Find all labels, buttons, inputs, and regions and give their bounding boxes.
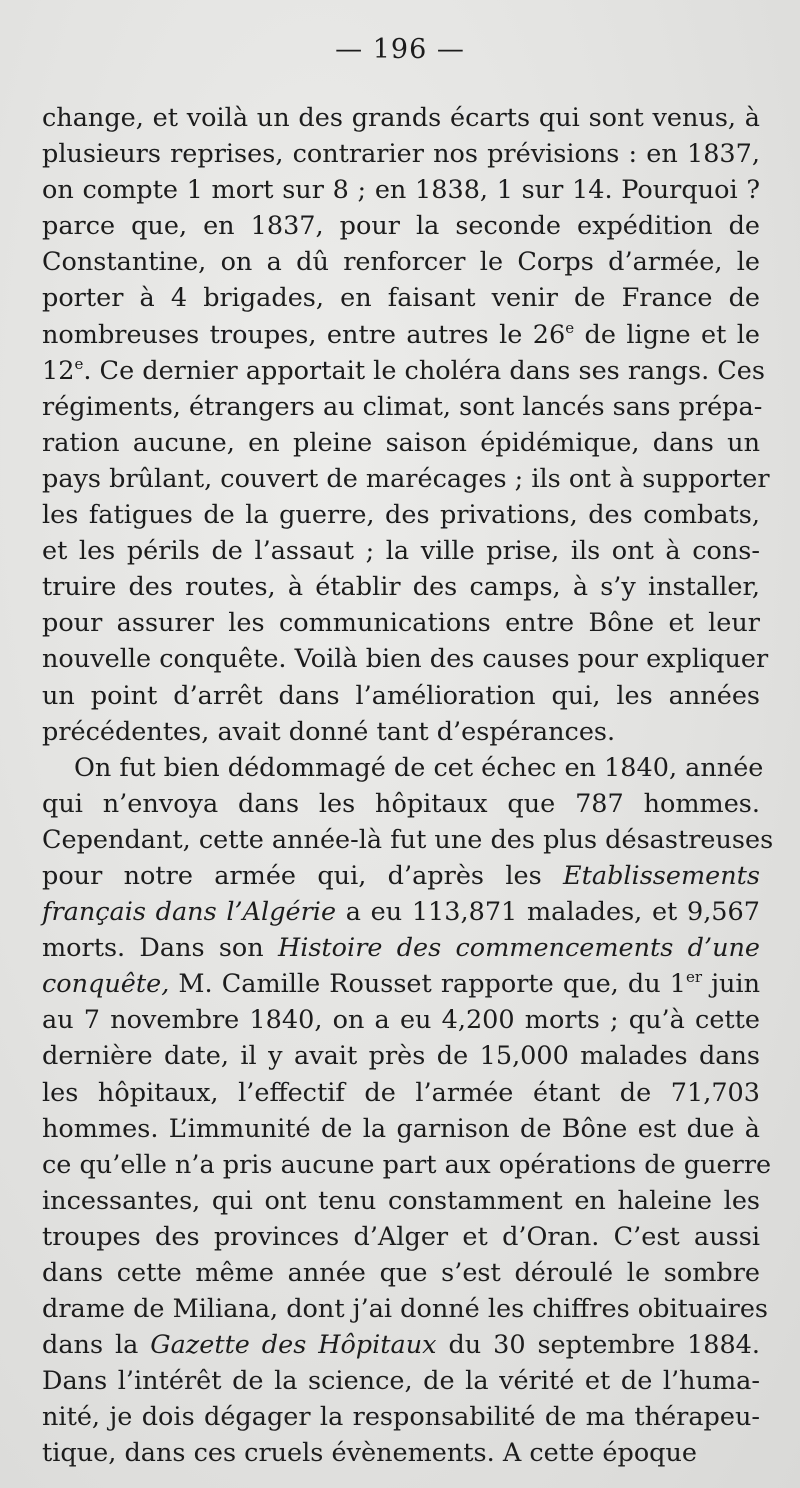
text-line	[42, 1147, 772, 1183]
superscript: e	[74, 354, 84, 373]
text-line	[42, 714, 760, 750]
text-line	[42, 1002, 760, 1038]
text-line	[42, 786, 760, 822]
text-line	[42, 244, 760, 280]
text-line	[42, 1327, 760, 1363]
text-segment: pour assurer les communications entre Bône et leur	[42, 608, 760, 639]
text-line	[42, 497, 760, 533]
text-segment: dans la	[42, 1330, 151, 1361]
text-segment: ce qu’elle n’a pris aucune part aux opérations de guerre	[42, 1149, 772, 1180]
text-line	[42, 425, 760, 461]
text-segment: Dans l’intérêt de la science, de la vérité et de l’huma-	[42, 1366, 760, 1397]
text-segment: parce que, en 1837, pour la seconde expédition de	[42, 211, 760, 242]
text-segment: et les périls de l’assaut ; la ville prise, ils ont à cons-	[42, 536, 760, 567]
text-segment: plusieurs reprises, contrarier nos prévisions : en 1837,	[42, 139, 760, 170]
text-line	[42, 1111, 760, 1147]
italic-text: Etablissements	[563, 860, 760, 891]
text-segment: drame de Miliana, dont j’ai donné les chiffres obituaires	[42, 1294, 768, 1325]
italic-text: Gazette des Hôpitaux	[150, 1330, 437, 1361]
text-line	[42, 1038, 760, 1074]
text-line	[42, 208, 760, 244]
text-line	[42, 172, 760, 208]
text-line	[42, 1183, 760, 1219]
text-segment: Constantine, on a dû renforcer le Corps d’armée, le	[42, 247, 760, 278]
text-line	[42, 1363, 760, 1399]
page-number: — 196 —	[335, 34, 465, 65]
text-line	[42, 136, 760, 172]
superscript: er	[685, 968, 702, 987]
text-line	[42, 750, 764, 786]
text-segment: M. Camille Rousset rapporte que, du 1	[169, 969, 686, 1000]
text-line	[42, 1399, 760, 1435]
text-segment: tique, dans ces cruels évènements. A cette époque	[42, 1438, 698, 1469]
text-segment: juin	[702, 969, 760, 1000]
text-segment: pour notre armée qui, d’après les	[42, 860, 563, 891]
text-line	[42, 533, 760, 569]
text-segment: régiments, étrangers au climat, sont lancés sans prépa-	[42, 391, 763, 422]
text-segment: au 7 novembre 1840, on a eu 4,200 morts ; qu’à cette	[42, 1005, 760, 1036]
italic-text: français dans l’Algérie	[42, 897, 337, 928]
text-line	[42, 569, 760, 605]
text-segment: Cependant, cette année-là fut une des plus désastreuses	[42, 824, 774, 855]
text-segment: les fatigues de la guerre, des privations, des combats,	[42, 500, 760, 531]
text-segment: troupes des provinces d’Alger et d’Oran. C’est aussi	[42, 1221, 760, 1252]
text-segment: hommes. L’immunité de la garnison de Bône est due à	[42, 1113, 760, 1144]
text-line	[42, 641, 769, 677]
text-segment: dans cette même année que s’est déroulé le sombre	[42, 1258, 760, 1288]
text-segment: nouvelle conquête. Voilà bien des causes pour expliquer	[42, 644, 769, 675]
text-line	[42, 1435, 760, 1471]
text-segment: incessantes, qui ont tenu constamment en haleine les	[42, 1185, 760, 1216]
text-segment: de ligne et le	[574, 319, 760, 350]
text-segment: truire des routes, à établir des camps, à s’y installer,	[42, 572, 760, 603]
text-line	[42, 1075, 760, 1111]
text-line	[42, 389, 763, 425]
text-segment: On fut bien dédommagé de cet échec en 1840, année	[74, 752, 764, 783]
text-segment: a eu 113,871 malades, et 9,567	[336, 897, 760, 928]
text-line	[42, 280, 760, 316]
text-line	[42, 930, 760, 966]
text-line	[42, 894, 760, 930]
text-segment: porter à 4 brigades, en faisant venir de France de	[42, 283, 760, 314]
italic-text: Histoire des commencements d’une	[277, 933, 761, 964]
text-line	[42, 678, 760, 714]
text-segment: les hôpitaux, l’effectif de l’armée étant de 71,703	[42, 1077, 760, 1108]
text-segment: dernière date, il y avait près de 15,000 malades dans	[42, 1041, 760, 1072]
text-line	[42, 822, 774, 858]
superscript: e	[565, 318, 575, 337]
text-segment: ration aucune, en pleine saison épidémique, dans un	[42, 427, 760, 458]
text-segment: du 30 septembre 1884.	[436, 1330, 760, 1361]
text-line	[42, 1291, 768, 1327]
text-segment: . Ce dernier apportait le choléra dans ses rangs. Ces	[83, 355, 765, 386]
text-line	[42, 317, 760, 353]
text-segment: nombreuses troupes, entre autres le 26	[42, 319, 566, 350]
text-segment: 12	[42, 355, 75, 386]
italic-text: conquête,	[42, 969, 170, 1000]
text-segment: on compte 1 mort sur 8 ; en 1838, 1 sur 14. Pourquoi ?	[42, 175, 760, 206]
text-line	[42, 1255, 760, 1291]
text-segment: change, et voilà un des grands écarts qui sont venus, à	[42, 103, 760, 133]
text-segment: précédentes, avait donné tant d’espérances.	[42, 716, 616, 747]
text-segment: pays brûlant, couvert de marécages ; ils ont à supporter	[42, 463, 770, 494]
text-line	[42, 353, 765, 389]
text-line	[42, 605, 760, 641]
text-segment: un point d’arrêt dans l’amélioration qui, les années	[42, 680, 760, 711]
body-text	[42, 100, 774, 1472]
text-line	[42, 858, 760, 894]
text-line	[42, 461, 770, 497]
text-line	[42, 1219, 760, 1255]
text-segment: qui n’envoya dans les hôpitaux que 787 hommes.	[42, 788, 760, 819]
text-segment: nité, je dois dégager la responsabilité de ma thérapeu-	[42, 1402, 760, 1433]
text-segment: morts. Dans son	[42, 933, 278, 964]
text-line	[42, 100, 760, 136]
text-line	[42, 966, 760, 1002]
